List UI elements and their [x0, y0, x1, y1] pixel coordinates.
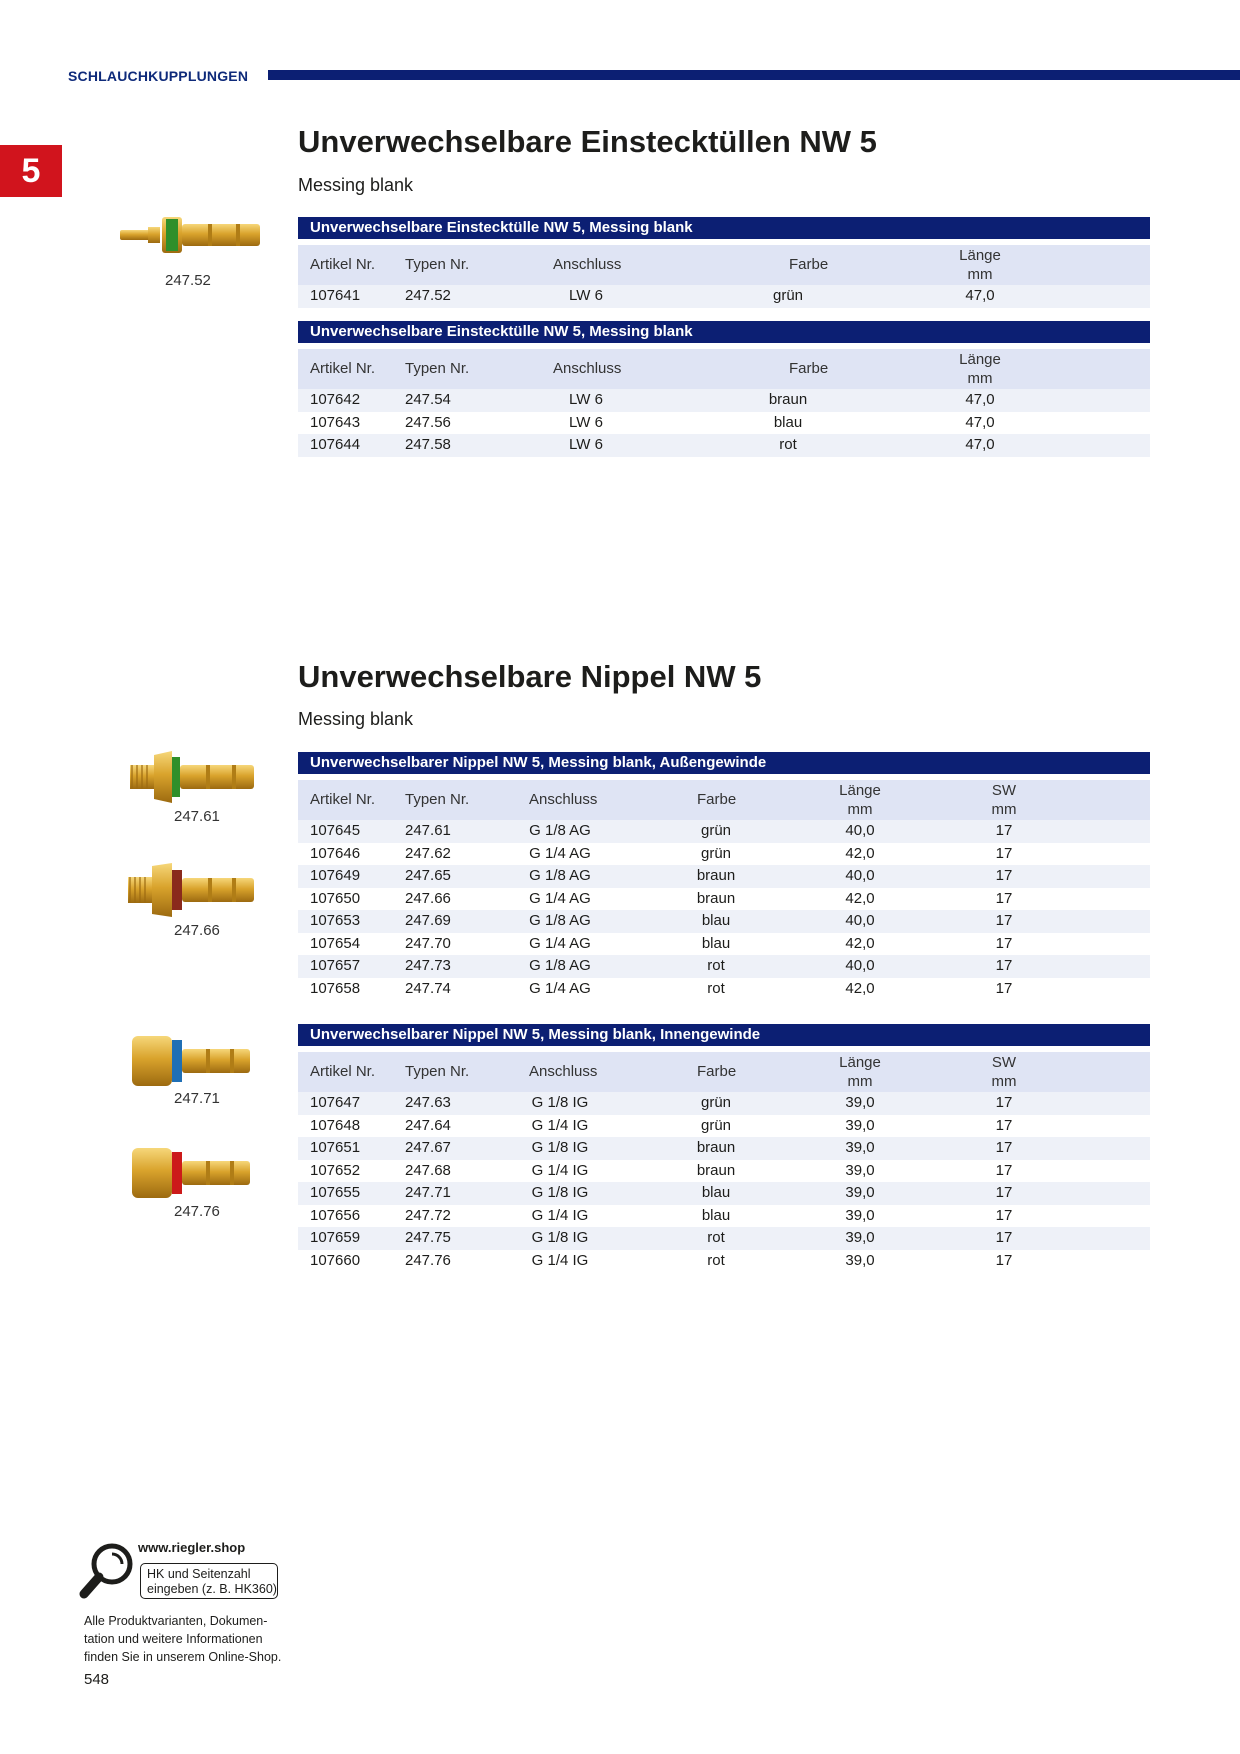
table-row — [298, 1227, 1150, 1250]
table-cell: G 1/4 IG — [531, 1251, 589, 1269]
col-sw: SW mm — [991, 1054, 1017, 1090]
table-cell: 247.69 — [405, 912, 451, 929]
table-cell: 17 — [995, 844, 1013, 862]
product-image-247-71 — [130, 1030, 252, 1092]
table-cell: G 1/8 IG — [531, 1139, 589, 1156]
table-cell: 247.70 — [405, 934, 451, 952]
table-cell: 17 — [995, 1094, 1013, 1111]
table-header: Artikel Nr. Typen Nr. Anschluss Farbe Länge mm SW mm — [298, 1052, 1150, 1092]
table-row — [298, 1205, 1150, 1228]
table-cell: 247.75 — [405, 1229, 451, 1246]
shop-url[interactable]: www.riegler.shop — [138, 1540, 246, 1555]
table-title: Unverwechselbarer Nippel NW 5, Messing blank, Außengewinde — [298, 752, 1150, 774]
table-cell: 17 — [995, 957, 1013, 974]
table-cell: blau — [701, 934, 731, 952]
table-cell: 40,0 — [845, 867, 875, 884]
table-cell: 247.63 — [405, 1094, 451, 1111]
table-cell: 107651 — [310, 1139, 361, 1156]
table-cell: 107645 — [310, 822, 361, 839]
table-cell: braun — [696, 1161, 736, 1179]
table-cell: 107652 — [310, 1161, 361, 1179]
product-caption: 247.52 — [165, 272, 211, 289]
table-einstecktuelle-2 — [298, 321, 1150, 457]
table-row — [298, 978, 1150, 1001]
product-image-247-61 — [128, 747, 256, 807]
table-row: 107642 247.54 LW 6 braun 47,0 — [298, 389, 1150, 412]
table-body — [298, 1092, 1150, 1272]
table-cell: 247.76 — [405, 1251, 451, 1269]
product-caption: 247.76 — [174, 1203, 220, 1220]
table-cell: 107654 — [310, 934, 361, 952]
table-cell: blau — [701, 912, 731, 929]
col-artikel: Artikel Nr. — [310, 256, 376, 273]
col-typen: Typen Nr. — [405, 256, 470, 273]
table-cell: 17 — [995, 1161, 1013, 1179]
table-cell: braun — [696, 867, 736, 884]
table-cell: G 1/4 AG — [529, 979, 591, 997]
table-cell: 39,0 — [845, 1206, 875, 1224]
table-cell: 39,0 — [845, 1161, 875, 1179]
table-cell: 247.71 — [405, 1184, 451, 1201]
table-cell: 40,0 — [845, 912, 875, 929]
table-cell: 17 — [995, 867, 1013, 884]
table-cell: 42,0 — [845, 844, 875, 862]
table-cell: 17 — [995, 912, 1013, 929]
table-cell: 247.72 — [405, 1206, 451, 1224]
table-cell: G 1/4 IG — [531, 1116, 589, 1134]
product-image-247-76 — [130, 1142, 252, 1204]
table-cell: 247.67 — [405, 1139, 451, 1156]
table-cell: rot — [707, 957, 725, 974]
table-cell: G 1/4 AG — [529, 934, 591, 952]
col-laenge: Länge mm — [839, 1054, 881, 1090]
table-row — [298, 910, 1150, 933]
table-header: Artikel Nr. Typen Nr. Anschluss Farbe Länge mm SW mm — [298, 780, 1150, 820]
table-nippel-innengewinde — [298, 1024, 1150, 1272]
table-cell: G 1/8 IG — [531, 1094, 589, 1111]
table-cell: 40,0 — [845, 822, 875, 839]
table-cell: G 1/4 AG — [529, 889, 591, 907]
table-cell: 107657 — [310, 957, 361, 974]
table-cell: 17 — [995, 1184, 1013, 1201]
search-hint-box: HK und Seitenzahl eingeben (z. B. HK360) — [140, 1563, 278, 1599]
col-laenge: Länge mm — [959, 351, 1001, 387]
table-cell: 107647 — [310, 1094, 361, 1111]
table-cell: 107660 — [310, 1251, 361, 1269]
table-cell: 247.61 — [405, 822, 451, 839]
section2-subtitle: Messing blank — [298, 709, 414, 729]
footer-info-text: Alle Produktvarianten, Dokumen- tation und weitere Informationen finden Sie in unserem Online-Shop. — [84, 1614, 282, 1664]
product-image-247-66 — [126, 860, 256, 920]
table-body — [298, 285, 1150, 308]
table-cell: 17 — [995, 979, 1013, 997]
table-row — [298, 843, 1150, 866]
table-row: 107643 247.56 LW 6 blau 47,0 — [310, 413, 995, 431]
table-row — [298, 888, 1150, 911]
table-cell: G 1/8 IG — [531, 1184, 589, 1201]
table-row — [298, 1160, 1150, 1183]
table-cell: G 1/8 AG — [529, 912, 591, 929]
table-cell: 247.64 — [405, 1116, 451, 1134]
table-cell: 247.65 — [405, 867, 451, 884]
table-cell: 247.66 — [405, 889, 451, 907]
table-cell: braun — [696, 1139, 736, 1156]
table-cell: grün — [700, 1116, 732, 1134]
table-cell: 247.74 — [405, 979, 451, 997]
table-cell: 247.68 — [405, 1161, 451, 1179]
product-caption: 247.71 — [174, 1090, 220, 1107]
table-cell: G 1/8 IG — [531, 1229, 589, 1246]
table-row — [298, 1115, 1150, 1138]
table-cell: G 1/4 AG — [529, 844, 591, 862]
chapter-tab: 5 — [0, 145, 62, 197]
table-cell: blau — [701, 1206, 731, 1224]
table-cell: 17 — [995, 1229, 1013, 1246]
table-cell: 39,0 — [845, 1094, 875, 1111]
table-cell: blau — [701, 1184, 731, 1201]
table-row: 107641 247.52 LW 6 grün 47,0 — [298, 285, 1150, 308]
table-header — [298, 245, 1150, 285]
col-anschluss: Anschluss — [553, 256, 622, 273]
header-bar — [268, 70, 1240, 80]
table-cell: grün — [700, 822, 732, 839]
table-cell: 107650 — [310, 889, 361, 907]
table-title: Unverwechselbare Einstecktülle NW 5, Messing blank — [298, 321, 1150, 343]
magnifier-icon — [78, 1540, 138, 1602]
table-cell: 42,0 — [845, 889, 875, 907]
page-number: 548 — [84, 1671, 110, 1688]
product-caption: 247.66 — [174, 922, 220, 939]
table-cell: 42,0 — [845, 934, 875, 952]
table-cell: 107658 — [310, 979, 361, 997]
table-nippel-aussengewinde — [298, 752, 1150, 1000]
table-cell: 39,0 — [845, 1229, 875, 1246]
table-row — [298, 1092, 1150, 1115]
col-farbe: Farbe — [789, 256, 829, 273]
table-row — [298, 820, 1150, 843]
table-body — [298, 820, 1150, 1000]
section1-title: Unverwechselbare Einstecktüllen NW 5 — [298, 124, 877, 159]
col-laenge: Länge mm — [959, 247, 1001, 283]
table-cell: G 1/4 IG — [531, 1206, 589, 1224]
table-cell: 17 — [995, 889, 1013, 907]
table-title: Unverwechselbare Einstecktülle NW 5, Messing blank — [298, 217, 1150, 239]
table-header: Artikel Nr. Typen Nr. Anschluss Farbe Länge mm — [298, 349, 1150, 389]
table-cell: 107649 — [310, 867, 361, 884]
col-sw: SW mm — [991, 782, 1017, 818]
table-cell: 17 — [995, 934, 1013, 952]
table-cell: 42,0 — [845, 979, 875, 997]
table-row — [298, 1250, 1150, 1273]
table-row — [298, 955, 1150, 978]
section-label: SCHLAUCHKUPPLUNGEN — [68, 68, 249, 84]
table-cell: 247.62 — [405, 844, 451, 862]
section2-title: Unverwechselbare Nippel NW 5 — [298, 659, 762, 694]
table-row — [298, 865, 1150, 888]
table-cell: 107646 — [310, 844, 361, 862]
table-cell: 107655 — [310, 1184, 361, 1201]
table-cell: 247.73 — [405, 957, 451, 974]
table-row — [298, 933, 1150, 956]
table-cell: 40,0 — [845, 957, 875, 974]
table-cell: 17 — [995, 822, 1013, 839]
table-body — [298, 389, 1150, 457]
table-cell: rot — [707, 1251, 725, 1269]
table-cell: braun — [696, 889, 736, 907]
table-cell: 107656 — [310, 1206, 361, 1224]
table-cell: grün — [700, 844, 732, 862]
table-cell: 107653 — [310, 912, 361, 929]
product-image-247-52 — [118, 215, 263, 255]
table-cell: grün — [700, 1094, 732, 1111]
table-row — [298, 1137, 1150, 1160]
table-cell: rot — [707, 1229, 725, 1246]
table-cell: G 1/4 IG — [531, 1161, 589, 1179]
table-title: Unverwechselbarer Nippel NW 5, Messing blank, Innengewinde — [298, 1024, 1150, 1046]
table-cell: G 1/8 AG — [529, 822, 591, 839]
table-cell: 39,0 — [845, 1139, 875, 1156]
table-cell: G 1/8 AG — [529, 867, 591, 884]
table-row — [298, 1182, 1150, 1205]
section1-subtitle: Messing blank — [298, 175, 414, 195]
table-cell: 39,0 — [845, 1251, 875, 1269]
table-cell: 107659 — [310, 1229, 361, 1246]
table-cell: 17 — [995, 1206, 1013, 1224]
col-laenge: Länge mm — [839, 782, 881, 818]
table-cell: G 1/8 AG — [529, 957, 591, 974]
table-cell: 17 — [995, 1116, 1013, 1134]
table-cell: 107648 — [310, 1116, 361, 1134]
table-cell: 17 — [995, 1139, 1013, 1156]
table-row: 107644 247.58 LW 6 rot 47,0 — [298, 434, 1150, 457]
table-cell: rot — [707, 979, 725, 997]
table-cell: 17 — [995, 1251, 1013, 1269]
table-cell: 39,0 — [845, 1184, 875, 1201]
table-einstecktuelle-1 — [298, 217, 1150, 308]
product-caption: 247.61 — [174, 808, 220, 825]
table-cell: 39,0 — [845, 1116, 875, 1134]
